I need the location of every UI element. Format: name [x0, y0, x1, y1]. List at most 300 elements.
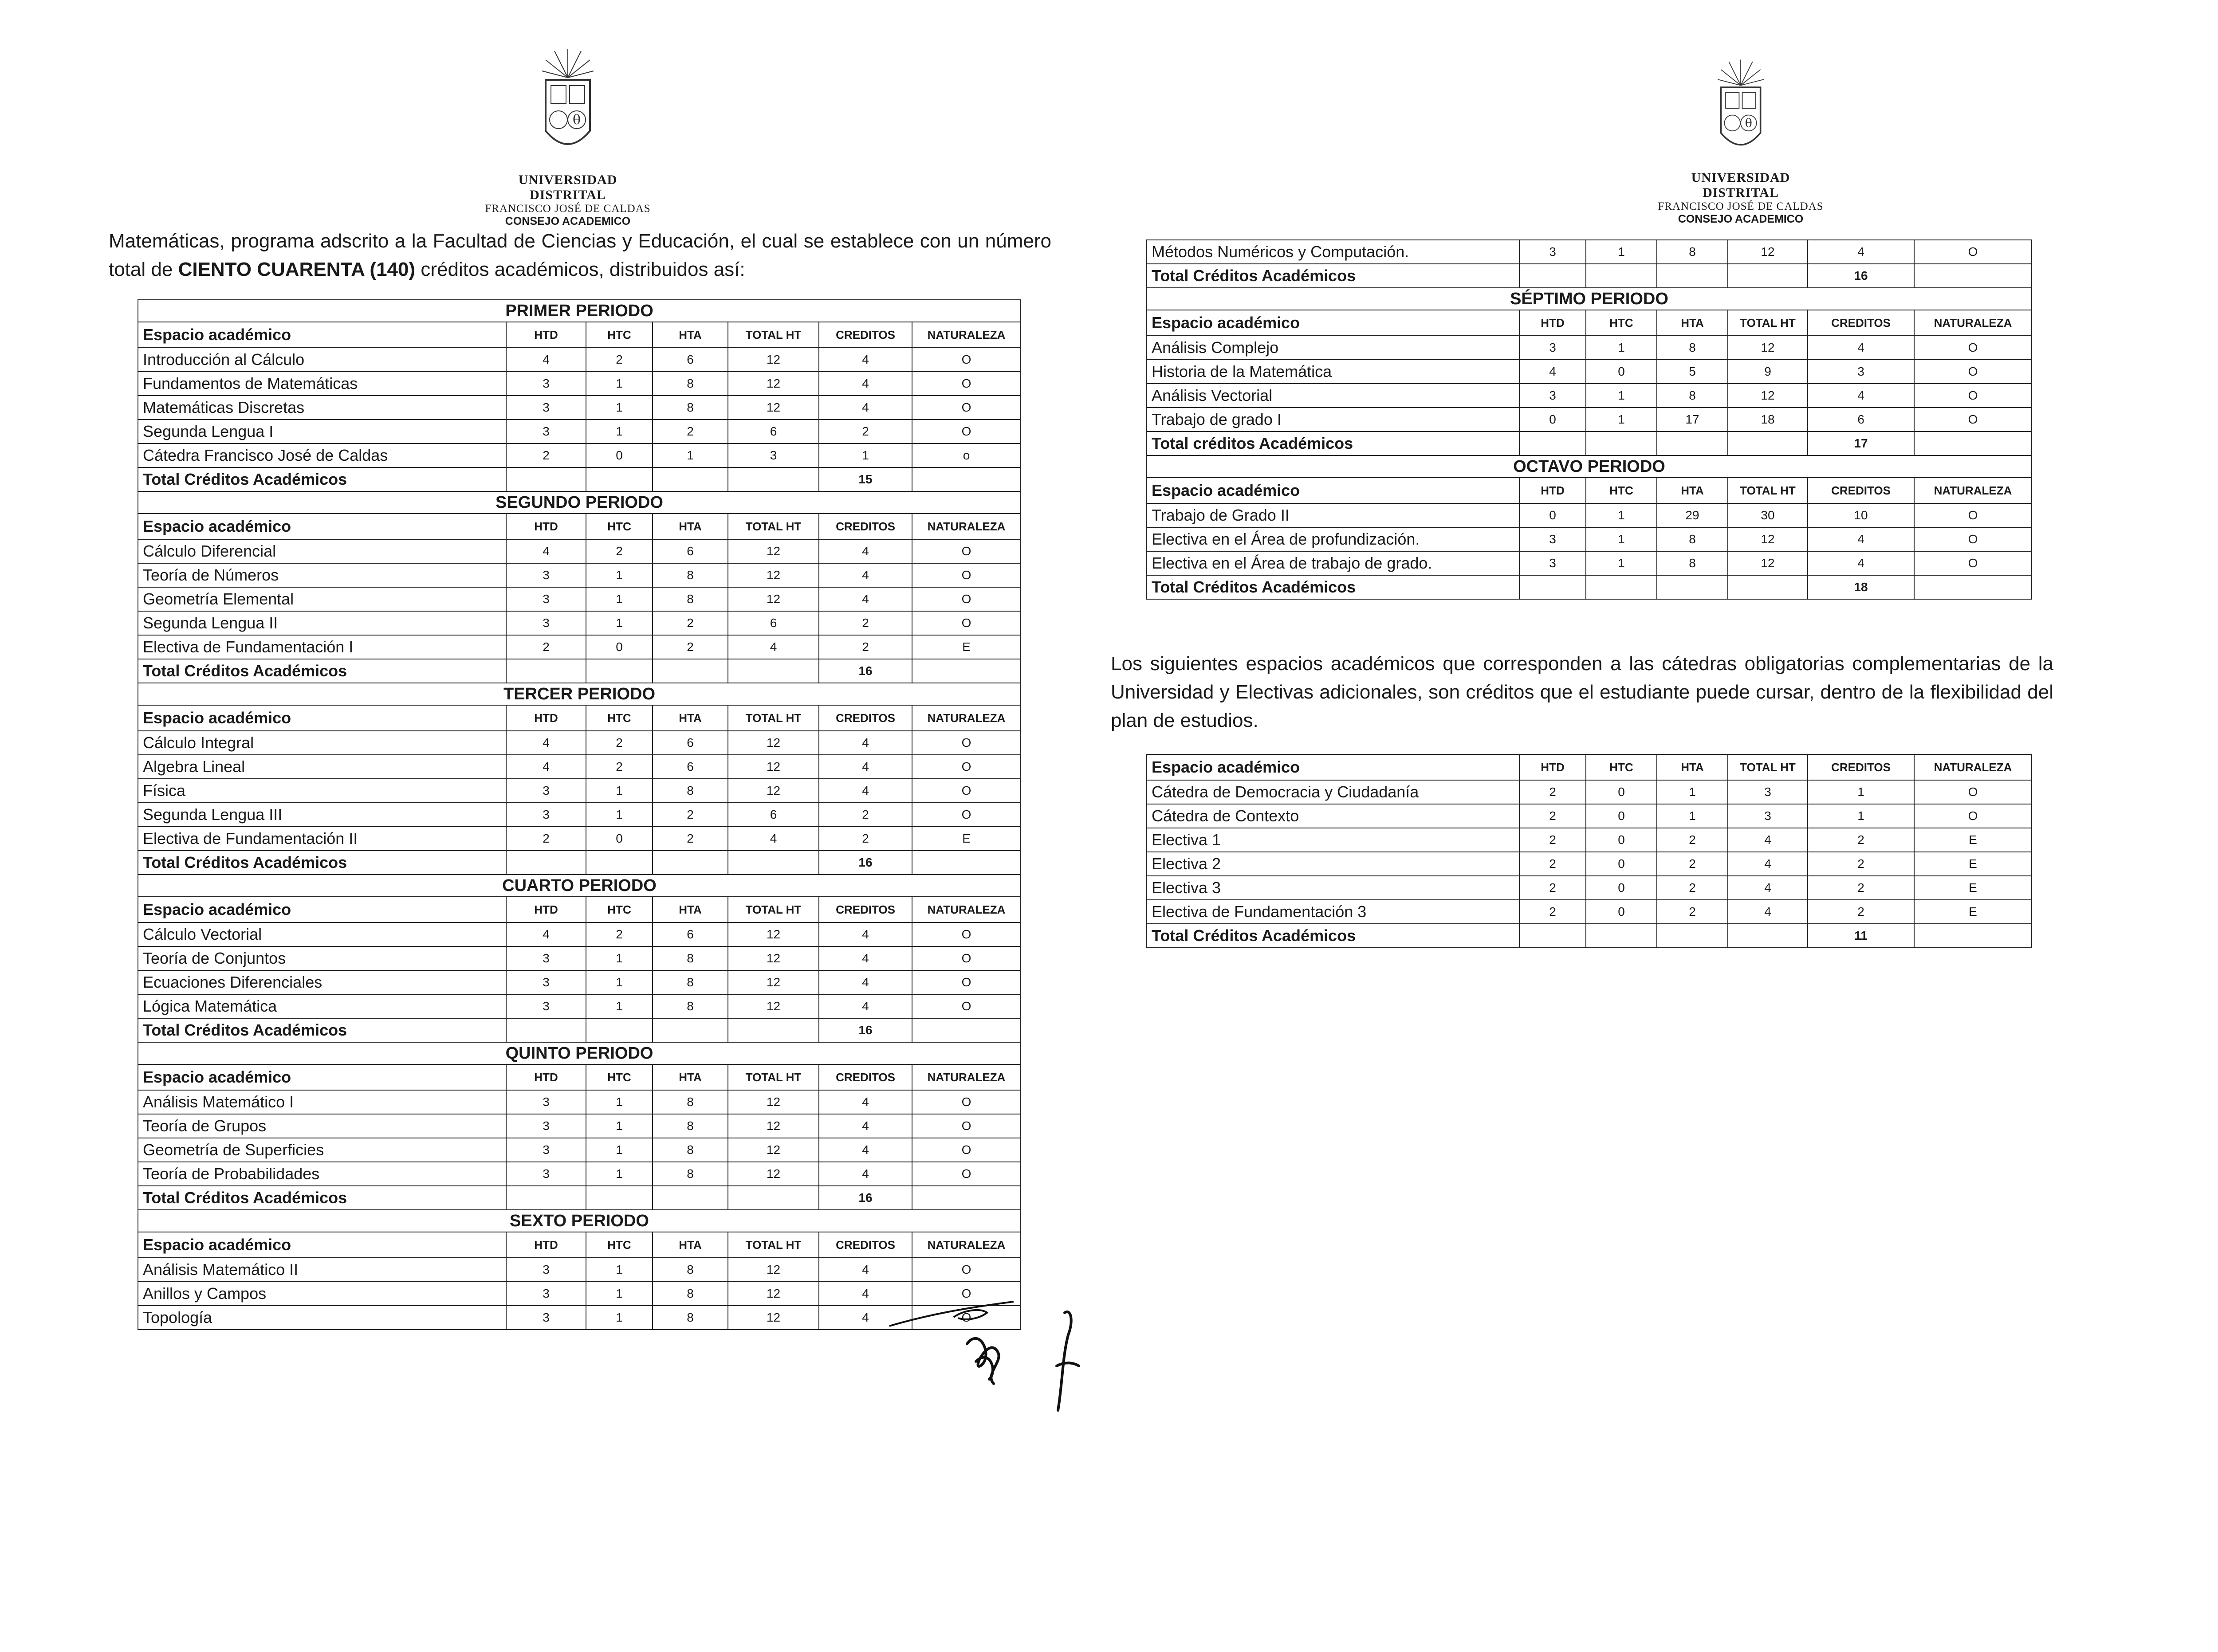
- course-value: O: [912, 731, 1021, 755]
- course-value: 4: [1728, 852, 1808, 876]
- empty-cell: [912, 659, 1021, 683]
- total-credits-label: Total Créditos Académicos: [138, 1186, 506, 1210]
- course-value: 1: [1586, 408, 1657, 432]
- course-value: O: [912, 994, 1021, 1018]
- course-name: Análisis Vectorial: [1147, 384, 1519, 408]
- course-value: 8: [653, 779, 728, 803]
- course-value: 4: [1728, 876, 1808, 900]
- course-value: 2: [586, 731, 653, 755]
- course-row: [138, 1138, 1021, 1162]
- course-value: 12: [728, 779, 819, 803]
- course-value: 0: [586, 827, 653, 851]
- course-value: O: [912, 755, 1021, 779]
- column-header: HTA: [653, 1064, 728, 1090]
- empty-cell: [728, 1186, 819, 1210]
- course-value: E: [1914, 852, 2032, 876]
- column-header: HTA: [1657, 478, 1728, 503]
- course-value: 4: [506, 539, 586, 563]
- course-value: 1: [586, 1090, 653, 1114]
- column-header: HTD: [506, 1232, 586, 1258]
- column-header: NATURALEZA: [912, 322, 1021, 348]
- column-header: HTD: [1519, 754, 1586, 780]
- course-value: 8: [653, 946, 728, 970]
- empty-cell: [1914, 575, 2032, 599]
- course-name: Análisis Matemático II: [138, 1258, 506, 1282]
- course-value: 4: [1728, 900, 1808, 924]
- university-crest-icon: [1716, 58, 1765, 169]
- course-value: 1: [586, 1138, 653, 1162]
- course-name: Electiva en el Área de profundización.: [1147, 527, 1519, 551]
- course-name: Geometría de Superficies: [138, 1138, 506, 1162]
- course-value: 3: [506, 970, 586, 994]
- electives-paragraph: Los siguientes espacios académicos que corresponden a las cátedras obligatorias complementarias de la Universidad y Electivas adicionales, son créditos que el estudiante puede cursar, dentro de la flexibilidad del plan de estudios.: [1111, 653, 2053, 731]
- course-value: 2: [586, 348, 653, 372]
- empty-cell: [912, 851, 1021, 875]
- course-value: 2: [506, 827, 586, 851]
- course-value: 0: [1586, 900, 1657, 924]
- total-credits-label: Total Créditos Académicos: [138, 851, 506, 875]
- column-header: NATURALEZA: [912, 705, 1021, 731]
- course-row: [138, 611, 1021, 635]
- column-header: TOTAL HT: [728, 1232, 819, 1258]
- empty-cell: [653, 467, 728, 491]
- course-value: 10: [1808, 503, 1914, 527]
- course-value: 3: [1519, 240, 1586, 264]
- empty-cell: [1586, 575, 1657, 599]
- study-plan-left-body: [138, 300, 1021, 1330]
- period-title-row: [1147, 455, 2032, 478]
- column-header-row: [138, 1232, 1021, 1258]
- empty-cell: [586, 659, 653, 683]
- course-name: Cálculo Integral: [138, 731, 506, 755]
- course-row: [138, 1258, 1021, 1282]
- course-value: 12: [728, 372, 819, 396]
- total-credits-row: [138, 1186, 1021, 1210]
- empty-cell: [912, 1186, 1021, 1210]
- course-value: 6: [653, 731, 728, 755]
- course-name: Lógica Matemática: [138, 994, 506, 1018]
- empty-cell: [1914, 264, 2032, 288]
- course-name: Cálculo Vectorial: [138, 922, 506, 946]
- course-name: Electiva de Fundamentación 3: [1147, 900, 1519, 924]
- course-value: 0: [1519, 503, 1586, 527]
- course-value: 3: [1519, 336, 1586, 360]
- course-value: 4: [819, 1162, 912, 1186]
- course-value: 3: [506, 1114, 586, 1138]
- column-header: HTC: [586, 1232, 653, 1258]
- course-value: 2: [1657, 852, 1728, 876]
- left-header: [479, 47, 657, 228]
- course-value: 2: [819, 611, 912, 635]
- course-name: Electiva en el Área de trabajo de grado.: [1147, 551, 1519, 575]
- complementary-courses-table: [1146, 754, 2032, 948]
- course-value: 1: [653, 443, 728, 467]
- course-value: O: [912, 1138, 1021, 1162]
- column-header-row: [1147, 310, 2032, 336]
- course-value: E: [1914, 900, 2032, 924]
- total-credits-row: [138, 467, 1021, 491]
- column-header: NATURALEZA: [1914, 478, 2032, 503]
- course-value: 3: [1728, 804, 1808, 828]
- course-value: 12: [728, 1162, 819, 1186]
- empty-cell: [912, 1018, 1021, 1042]
- total-credits-label: Total Créditos Académicos: [138, 659, 506, 683]
- course-value: 3: [506, 563, 586, 587]
- course-value: 2: [1519, 876, 1586, 900]
- column-header: HTC: [586, 897, 653, 922]
- course-value: 12: [728, 539, 819, 563]
- course-value: 3: [1519, 384, 1586, 408]
- course-value: 4: [819, 1282, 912, 1306]
- column-header: NATURALEZA: [1914, 310, 2032, 336]
- course-value: 1: [1586, 240, 1657, 264]
- course-row: [138, 946, 1021, 970]
- course-row: [138, 563, 1021, 587]
- course-value: 3: [506, 803, 586, 827]
- course-row: [1147, 551, 2032, 575]
- course-row: [1147, 852, 2032, 876]
- empty-cell: [1728, 924, 1808, 948]
- empty-cell: [653, 659, 728, 683]
- course-value: 1: [586, 994, 653, 1018]
- column-header-row: [138, 514, 1021, 539]
- column-header-course: Espacio académico: [138, 1064, 506, 1090]
- university-name: UNIVERSIDAD DISTRITAL: [1691, 170, 1790, 200]
- study-plan-table-left: [138, 299, 1021, 1330]
- course-value: 8: [653, 970, 728, 994]
- column-header-course: Espacio académico: [1147, 478, 1519, 503]
- course-name: Trabajo de grado I: [1147, 408, 1519, 432]
- period-title: SÉPTIMO PERIODO: [1147, 288, 2032, 310]
- course-value: 12: [728, 396, 819, 420]
- empty-cell: [1519, 432, 1586, 455]
- course-value: 4: [728, 635, 819, 659]
- course-value: 3: [506, 372, 586, 396]
- course-value: O: [912, 922, 1021, 946]
- column-header: CREDITOS: [819, 705, 912, 731]
- column-header: TOTAL HT: [1728, 310, 1808, 336]
- course-name: Segunda Lengua I: [138, 420, 506, 443]
- course-value: 1: [819, 443, 912, 467]
- course-value: 2: [1519, 900, 1586, 924]
- course-name: Electiva 3: [1147, 876, 1519, 900]
- course-row: [1147, 876, 2032, 900]
- column-header: HTC: [586, 1064, 653, 1090]
- course-value: 4: [819, 1090, 912, 1114]
- column-header: TOTAL HT: [728, 897, 819, 922]
- course-value: 6: [653, 755, 728, 779]
- empty-cell: [1914, 924, 2032, 948]
- course-value: 6: [653, 922, 728, 946]
- course-value: 2: [1519, 804, 1586, 828]
- course-value: 1: [586, 420, 653, 443]
- total-credits-value: 17: [1808, 432, 1914, 455]
- course-value: E: [1914, 828, 2032, 852]
- total-credits-row: [138, 1018, 1021, 1042]
- course-value: 6: [728, 803, 819, 827]
- empty-cell: [1657, 432, 1728, 455]
- course-value: 4: [819, 922, 912, 946]
- intro-text-before: Matemáticas, programa adscrito a la Facultad de Ciencias y Educación, el cual se establece con un número total de: [109, 230, 1051, 280]
- course-value: 1: [1586, 384, 1657, 408]
- course-value: 4: [819, 946, 912, 970]
- course-row: [1147, 240, 2032, 264]
- empty-cell: [653, 1186, 728, 1210]
- course-value: 4: [819, 348, 912, 372]
- course-value: 3: [506, 1306, 586, 1330]
- course-value: 1: [586, 396, 653, 420]
- course-name: Física: [138, 779, 506, 803]
- course-value: 2: [586, 755, 653, 779]
- total-credits-value: 16: [819, 1018, 912, 1042]
- column-header-row: [1147, 478, 2032, 503]
- course-value: 4: [1808, 384, 1914, 408]
- course-row: [138, 1090, 1021, 1114]
- course-value: 12: [728, 731, 819, 755]
- study-plan-right-body: [1147, 240, 2032, 599]
- column-header: CREDITOS: [1808, 754, 1914, 780]
- course-value: 4: [1808, 527, 1914, 551]
- course-value: 3: [506, 1138, 586, 1162]
- column-header-course: Espacio académico: [138, 514, 506, 539]
- course-value: 1: [1586, 503, 1657, 527]
- empty-cell: [653, 1018, 728, 1042]
- column-header: CREDITOS: [819, 897, 912, 922]
- total-credits-label: Total créditos Académicos: [1147, 432, 1519, 455]
- course-value: O: [912, 1090, 1021, 1114]
- course-value: 1: [586, 1282, 653, 1306]
- course-value: 2: [653, 611, 728, 635]
- course-value: 12: [728, 922, 819, 946]
- column-header: NATURALEZA: [912, 1064, 1021, 1090]
- course-value: 3: [506, 611, 586, 635]
- empty-cell: [1657, 575, 1728, 599]
- column-header: HTD: [1519, 478, 1586, 503]
- period-title-row: [138, 875, 1021, 897]
- course-value: 5: [1657, 360, 1728, 384]
- course-value: 4: [819, 755, 912, 779]
- council-name: CONSEJO ACADEMICO: [505, 215, 631, 228]
- course-value: O: [912, 563, 1021, 587]
- course-value: O: [912, 803, 1021, 827]
- intro-credits-bold: CIENTO CUARENTA (140): [178, 259, 416, 280]
- course-name: Ecuaciones Diferenciales: [138, 970, 506, 994]
- course-value: 4: [819, 1258, 912, 1282]
- course-row: [138, 1162, 1021, 1186]
- course-value: 6: [653, 348, 728, 372]
- course-value: 0: [1519, 408, 1586, 432]
- course-row: [1147, 360, 2032, 384]
- empty-cell: [1586, 264, 1657, 288]
- course-name: Cálculo Diferencial: [138, 539, 506, 563]
- course-value: O: [912, 1114, 1021, 1138]
- empty-cell: [586, 1018, 653, 1042]
- course-value: 12: [728, 946, 819, 970]
- column-header: HTC: [586, 322, 653, 348]
- period-title: SEGUNDO PERIODO: [138, 491, 1021, 514]
- column-header: HTC: [1586, 478, 1657, 503]
- university-name: UNIVERSIDAD DISTRITAL: [518, 173, 617, 202]
- course-value: 1: [586, 1162, 653, 1186]
- course-value: E: [912, 635, 1021, 659]
- course-value: 1: [586, 611, 653, 635]
- course-value: O: [912, 420, 1021, 443]
- column-header-row: [1147, 754, 2032, 780]
- course-value: 6: [1808, 408, 1914, 432]
- course-value: o: [912, 443, 1021, 467]
- course-value: 8: [653, 1138, 728, 1162]
- intro-paragraph: [109, 227, 1051, 284]
- empty-cell: [728, 659, 819, 683]
- course-name: Trabajo de Grado II: [1147, 503, 1519, 527]
- course-row: [1147, 804, 2032, 828]
- column-header: CREDITOS: [819, 1064, 912, 1090]
- course-value: 4: [1519, 360, 1586, 384]
- total-credits-label: Total Créditos Académicos: [1147, 924, 1519, 948]
- course-value: O: [912, 1282, 1021, 1306]
- study-plan-table-right: [1146, 239, 2032, 600]
- course-value: O: [912, 946, 1021, 970]
- course-value: 12: [728, 1114, 819, 1138]
- empty-cell: [1914, 432, 2032, 455]
- course-value: E: [912, 827, 1021, 851]
- course-value: 6: [653, 539, 728, 563]
- course-name: Cátedra de Democracia y Ciudadanía: [1147, 780, 1519, 804]
- course-value: 12: [728, 970, 819, 994]
- course-value: 12: [728, 1282, 819, 1306]
- course-value: 12: [1728, 551, 1808, 575]
- course-value: 1: [586, 372, 653, 396]
- course-name: Historia de la Matemática: [1147, 360, 1519, 384]
- course-value: O: [1914, 408, 2032, 432]
- period-title-row: [138, 683, 1021, 705]
- course-value: 4: [819, 1138, 912, 1162]
- course-value: 3: [1808, 360, 1914, 384]
- course-row: [138, 348, 1021, 372]
- course-value: 3: [1728, 780, 1808, 804]
- course-value: 4: [819, 970, 912, 994]
- column-header-row: [138, 897, 1021, 922]
- course-row: [1147, 900, 2032, 924]
- course-row: [138, 755, 1021, 779]
- period-title: PRIMER PERIODO: [138, 300, 1021, 322]
- course-value: 3: [506, 1282, 586, 1306]
- empty-cell: [586, 851, 653, 875]
- course-row: [1147, 828, 2032, 852]
- course-value: 4: [506, 731, 586, 755]
- course-name: Teoría de Conjuntos: [138, 946, 506, 970]
- column-header: TOTAL HT: [728, 705, 819, 731]
- course-name: Electiva 1: [1147, 828, 1519, 852]
- period-title: SEXTO PERIODO: [138, 1210, 1021, 1232]
- course-value: 0: [1586, 852, 1657, 876]
- course-value: 2: [586, 539, 653, 563]
- course-value: O: [1914, 804, 2032, 828]
- column-header: HTA: [653, 514, 728, 539]
- course-value: O: [912, 372, 1021, 396]
- course-value: 8: [653, 587, 728, 611]
- course-value: 2: [506, 443, 586, 467]
- total-credits-value: 18: [1808, 575, 1914, 599]
- total-credits-value: 16: [819, 1186, 912, 1210]
- course-row: [138, 922, 1021, 946]
- course-value: O: [1914, 336, 2032, 360]
- period-title-row: [1147, 288, 2032, 310]
- course-row: [138, 994, 1021, 1018]
- course-value: 18: [1728, 408, 1808, 432]
- column-header: HTD: [1519, 310, 1586, 336]
- period-title-row: [138, 1042, 1021, 1064]
- empty-cell: [1519, 264, 1586, 288]
- period-title: CUARTO PERIODO: [138, 875, 1021, 897]
- course-value: 4: [819, 731, 912, 755]
- course-value: 0: [1586, 780, 1657, 804]
- empty-cell: [1728, 264, 1808, 288]
- column-header-course: Espacio académico: [138, 1232, 506, 1258]
- total-credits-label: Total Créditos Académicos: [1147, 264, 1519, 288]
- column-header: NATURALEZA: [912, 514, 1021, 539]
- column-header: HTD: [506, 705, 586, 731]
- course-value: 8: [1657, 527, 1728, 551]
- course-value: 29: [1657, 503, 1728, 527]
- course-value: 1: [586, 803, 653, 827]
- course-value: O: [1914, 240, 2032, 264]
- course-value: O: [912, 348, 1021, 372]
- total-credits-value: 15: [819, 467, 912, 491]
- course-name: Cátedra de Contexto: [1147, 804, 1519, 828]
- total-credits-label: Total Créditos Académicos: [1147, 575, 1519, 599]
- column-header: CREDITOS: [819, 514, 912, 539]
- course-value: O: [912, 1306, 1021, 1330]
- course-value: 8: [1657, 240, 1728, 264]
- total-credits-row: [1147, 575, 2032, 599]
- course-value: 0: [1586, 804, 1657, 828]
- course-value: 9: [1728, 360, 1808, 384]
- course-name: Segunda Lengua III: [138, 803, 506, 827]
- university-subtitle: FRANCISCO JOSÉ DE CALDAS: [485, 203, 651, 215]
- column-header: CREDITOS: [819, 322, 912, 348]
- course-row: [138, 731, 1021, 755]
- crossed-out-scribble-icon: [887, 1299, 1016, 1330]
- course-value: 2: [1519, 852, 1586, 876]
- course-value: 12: [728, 1138, 819, 1162]
- course-value: 12: [728, 587, 819, 611]
- column-header: HTA: [653, 322, 728, 348]
- course-value: 1: [1657, 780, 1728, 804]
- course-value: O: [1914, 551, 2032, 575]
- course-value: 3: [506, 946, 586, 970]
- total-credits-row: [1147, 924, 2032, 948]
- course-row: [138, 420, 1021, 443]
- course-value: 8: [653, 372, 728, 396]
- course-row: [138, 635, 1021, 659]
- complementary-courses-body: [1147, 754, 2032, 948]
- column-header: HTD: [506, 1064, 586, 1090]
- empty-cell: [506, 467, 586, 491]
- course-name: Teoría de Probabilidades: [138, 1162, 506, 1186]
- course-value: 3: [506, 1162, 586, 1186]
- course-value: 2: [1808, 876, 1914, 900]
- column-header-course: Espacio académico: [1147, 310, 1519, 336]
- column-header-row: [138, 322, 1021, 348]
- empty-cell: [728, 467, 819, 491]
- course-value: 1: [586, 563, 653, 587]
- course-value: 3: [728, 443, 819, 467]
- course-row: [138, 779, 1021, 803]
- total-credits-value: 16: [1808, 264, 1914, 288]
- course-value: 2: [1808, 852, 1914, 876]
- column-header: HTC: [1586, 310, 1657, 336]
